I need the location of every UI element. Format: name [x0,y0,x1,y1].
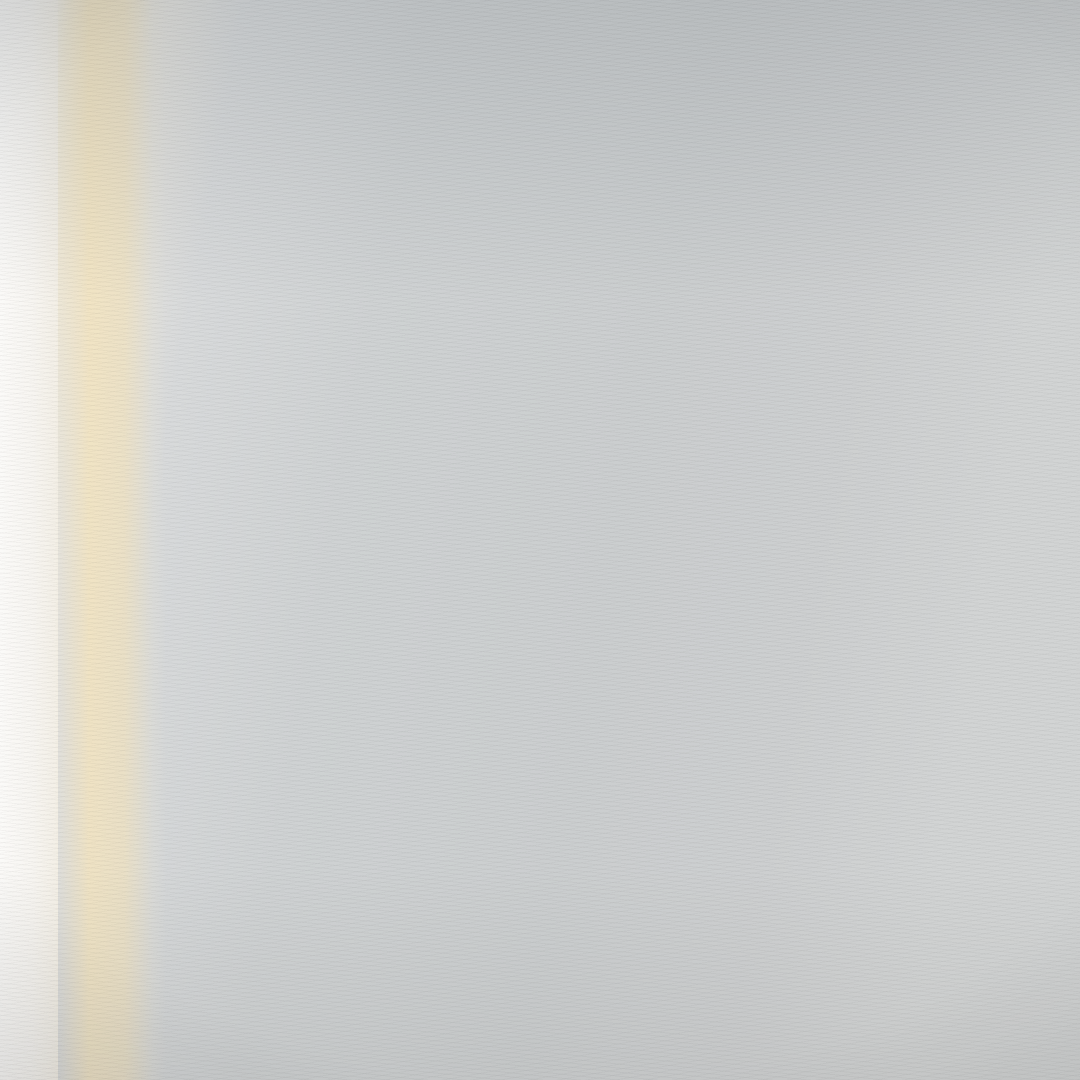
chapter-heading [0,296,1080,318]
